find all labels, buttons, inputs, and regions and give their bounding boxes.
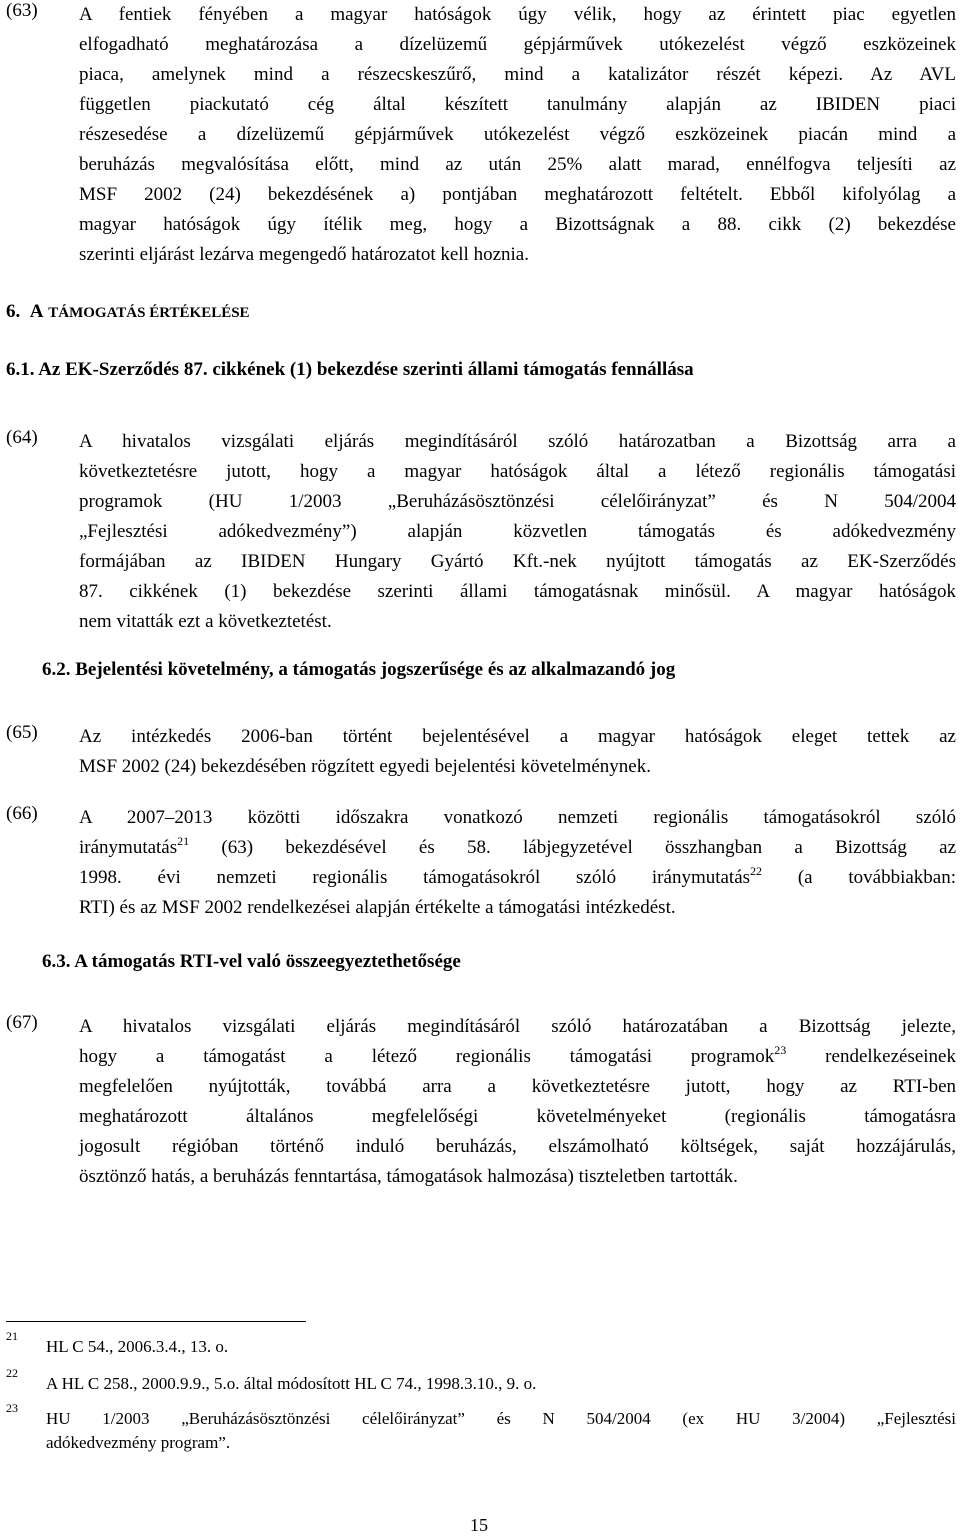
text-fragment: 1998. évi nemzeti regionális támogatásokról szóló iránymutatás	[79, 867, 751, 888]
text-line: Az intézkedés 2006-ban történt bejelentésével a magyar hatóságok eleget tettek az	[79, 726, 956, 747]
text-line: MSF 2002 (24) bekezdésének a) pontjában meghatározott feltételt. Ebből kifolyólag a	[79, 184, 956, 205]
section-heading-6	[6, 297, 250, 328]
text-fragment: iránymutatás	[79, 837, 178, 858]
text-line: A HL C 258., 2000.9.9., 5.o. által módosított HL C 74., 1998.3.10., 9. o.	[46, 1374, 537, 1393]
text-line: ösztönző hatás, a beruházás fenntartása, támogatások halmozása) tiszteletben tartották.	[79, 1166, 738, 1187]
text-line	[79, 1042, 956, 1072]
text-line: formájában az IBIDEN Hungary Gyártó Kft.-nek nyújtott támogatás az EK-Szerződés	[79, 551, 956, 572]
text-line: következtetésre jutott, hogy a magyar hatóságok által a létező regionális támogatási	[79, 461, 956, 482]
paragraph-body	[79, 722, 956, 782]
footnote-text	[46, 1335, 956, 1359]
text-line	[79, 833, 956, 863]
text-fragment: (a továbbiakban:	[762, 867, 956, 888]
text-line: HU 1/2003 „Beruházásösztönzési célelőirányzat” és N 504/2004 (ex HU 3/2004) „Fejlesztési	[46, 1409, 956, 1428]
section-heading-6-1: 6.1. Az EK-Szerződés 87. cikkének (1) bekezdése szerinti állami támogatás fennállása	[6, 359, 694, 380]
paragraph-body	[79, 0, 956, 270]
footnote-text	[46, 1372, 956, 1396]
text-line: A hivatalos vizsgálati eljárás megindításáról szóló határozatban a Bizottság arra a	[79, 431, 956, 452]
text-line: „Fejlesztési adókedvezmény”) alapján közvetlen támogatás és adókedvezmény	[79, 521, 956, 542]
section-number: 6.	[6, 301, 21, 322]
page-number: 15	[470, 1515, 488, 1535]
paragraph-number: (65)	[6, 722, 38, 743]
text-line: független piackutató cég által készített tanulmány alapján az IBIDEN piaci	[79, 94, 956, 115]
text-line: szerinti eljárást lezárva megengedő határozatot kell hoznia.	[79, 244, 529, 265]
paragraph-body	[79, 427, 956, 637]
text-line: A 2007–2013 közötti időszakra vonatkozó nemzeti regionális támogatásokról szóló	[79, 807, 956, 828]
text-line: adókedvezmény program”.	[46, 1433, 231, 1452]
section-title: TÁMOGATÁS ÉRTÉKELÉSE	[48, 305, 250, 321]
text-line: meghatározott általános megfelelőségi követelményeket (regionális támogatásra	[79, 1106, 956, 1127]
text-line: 87. cikkének (1) bekezdése szerinti állami támogatásnak minősül. A magyar hatóságok	[79, 581, 956, 602]
paragraph-number: (67)	[6, 1012, 38, 1033]
paragraph-number: (63)	[6, 0, 38, 21]
footnote-separator	[6, 1321, 306, 1322]
text-line: programok (HU 1/2003 „Beruházásösztönzési célelőirányzat” és N 504/2004	[79, 491, 956, 512]
footnote-text	[46, 1407, 956, 1455]
text-line: magyar hatóságok úgy ítélik meg, hogy a Bizottságnak a 88. cikk (2) bekezdése	[79, 214, 956, 235]
text-line: elfogadható meghatározása a dízelüzemű gépjárművek utókezelést végző eszközeinek	[79, 34, 956, 55]
text-line: MSF 2002 (24) bekezdésében rögzített egyedi bejelentési követelménynek.	[79, 756, 651, 777]
text-line: RTI) és az MSF 2002 rendelkezései alapján értékelte a támogatási intézkedést.	[79, 897, 676, 918]
footnote-number: 23	[6, 1401, 18, 1415]
text-line: részesedése a dízelüzemű gépjárművek utókezelést végző eszközeinek piacán mind a	[79, 124, 956, 145]
footnote-reference-22[interactable]: 22	[750, 864, 763, 878]
text-line: piaca, amelynek mind a részecskeszűrő, mind a katalizátor részét képezi. Az AVL	[79, 64, 956, 85]
footnote-reference-21[interactable]: 21	[177, 834, 190, 848]
footnote-number: 22	[6, 1366, 18, 1380]
paragraph-number: (64)	[6, 427, 38, 448]
paragraph-body	[79, 803, 956, 923]
text-line: jogosult régióban történő induló beruházás, elszámolható költségek, saját hozzájárulás,	[79, 1136, 956, 1157]
text-fragment: rendelkezéseinek	[786, 1046, 956, 1067]
text-line: nem vitatták ezt a következtetést.	[79, 611, 332, 632]
paragraph-body	[79, 1012, 956, 1192]
text-fragment: hogy a támogatást a létező regionális támogatási programok	[79, 1046, 775, 1067]
text-line: HL C 54., 2006.3.4., 13. o.	[46, 1337, 229, 1356]
footnote-number: 21	[6, 1329, 18, 1343]
text-line	[79, 863, 956, 893]
section-heading-6-2: 6.2. Bejelentési követelmény, a támogatás jogszerűsége és az alkalmazandó jog	[42, 659, 676, 680]
text-line: A hivatalos vizsgálati eljárás megindításáról szóló határozatában a Bizottság jelezte,	[79, 1016, 956, 1037]
footnote-reference-23[interactable]: 23	[774, 1043, 787, 1057]
section-heading-6-3: 6.3. A támogatás RTI-vel való összeegyeztethetősége	[42, 951, 461, 972]
text-line: megfelelően nyújtották, továbbá arra a következtetésre jutott, hogy az RTI-ben	[79, 1076, 956, 1097]
text-line: beruházás megvalósítása előtt, mind az után 25% alatt marad, ennélfogva teljesíti az	[79, 154, 956, 175]
text-line: A fentiek fényében a magyar hatóságok úgy vélik, hogy az érintett piac egyetlen	[79, 4, 956, 25]
section-title-initial: A	[29, 301, 44, 322]
paragraph-number: (66)	[6, 803, 38, 824]
text-fragment: (63) bekezdésével és 58. lábjegyzetével összhangban a Bizottság az	[189, 837, 956, 858]
